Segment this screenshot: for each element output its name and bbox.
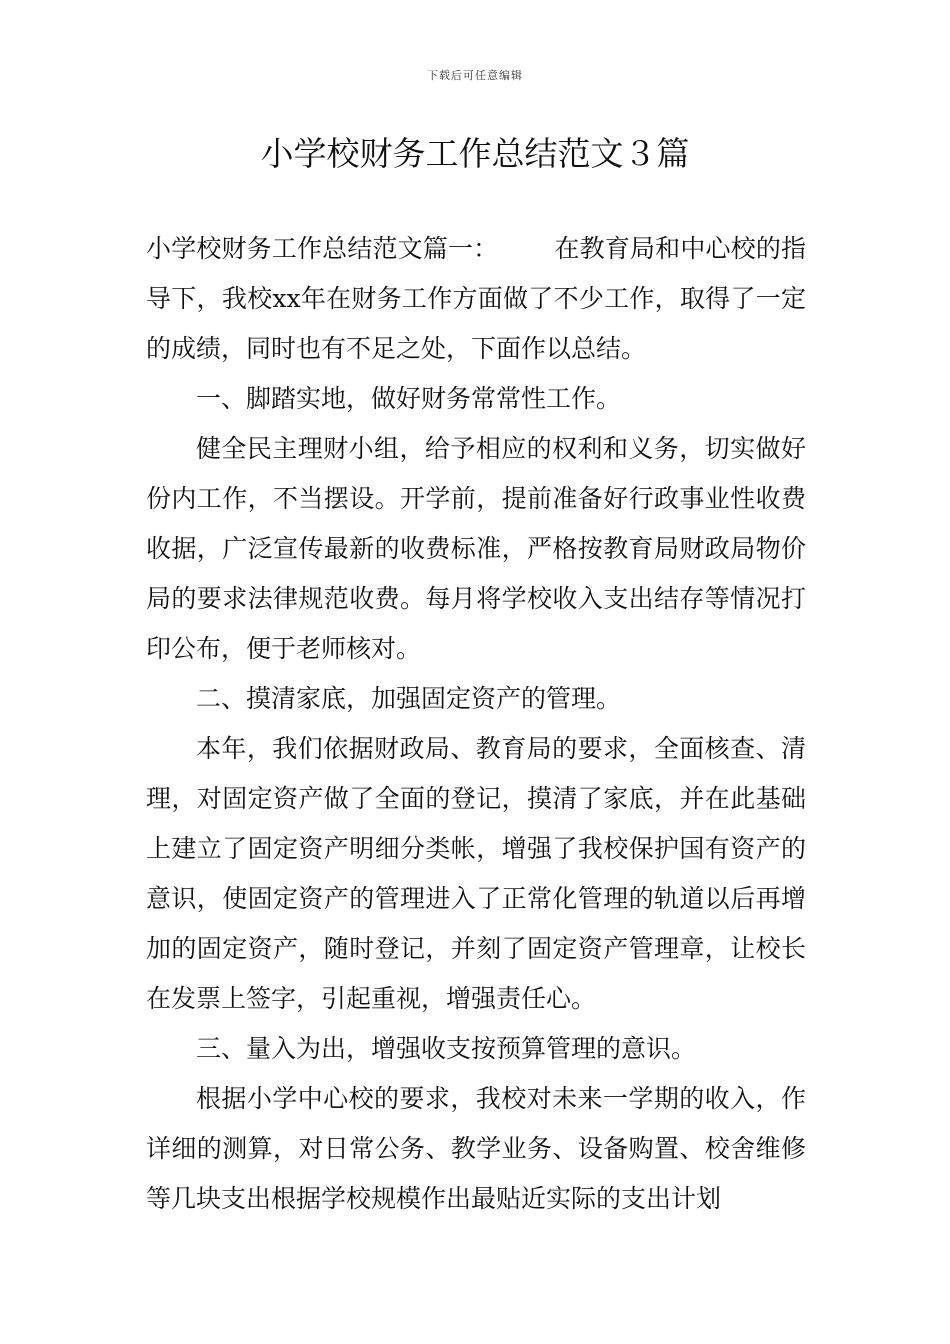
document-body [146, 224, 806, 1224]
body-paragraph-1: 健全民主理财小组，给予相应的权利和义务，切实做好份内工作，不当摆设。开学前，提前准备好行政事业性收费收据，广泛宣传最新的收费标准，严格按教育局财政局物价局的要求法律规范收费。每月将学校收入支出结存等情况打印公布，便于老师核对。 [146, 434, 806, 663]
intro-paragraph [146, 224, 806, 374]
document-title: 小学校财务工作总结范文３篇 [260, 134, 690, 173]
intro-text: 在教育局和中心校的指导下，我校xx年在财务工作方面做了不少工作，取得了一定的成绩，同时也有不足之处，下面作以总结。 [146, 234, 806, 363]
intro-label: 小学校财务工作总结范文篇一： [146, 234, 499, 263]
body-paragraph-2: 本年，我们依据财政局、教育局的要求，全面核查、清理，对固定资产做了全面的登记，摸清了家底，并在此基础上建立了固定资产明细分类帐，增强了我校保护国有资产的意识，使固定资产的管理进入了正常化管理的轨道以后再增加的固定资产，随时登记，并刻了固定资产管理章，让校长在发票上签字，引起重视，增强责任心。 [146, 734, 806, 1013]
header-note: 下载后可任意编辑 [427, 69, 523, 82]
body-paragraph-3: 根据小学中心校的要求，我校对未来一学期的收入，作详细的测算，对日常公务、教学业务、设备购置、校舍维修等几块支出根据学校规模作出最贴近实际的支出计划 [146, 1084, 806, 1213]
section-heading-1: 一、脚踏实地，做好财务常常性工作。 [196, 384, 622, 413]
section-heading-3: 三、量入为出，增强收支按预算管理的意识。 [196, 1034, 697, 1063]
section-heading-2: 二、摸清家底，加强固定资产的管理。 [196, 684, 622, 713]
